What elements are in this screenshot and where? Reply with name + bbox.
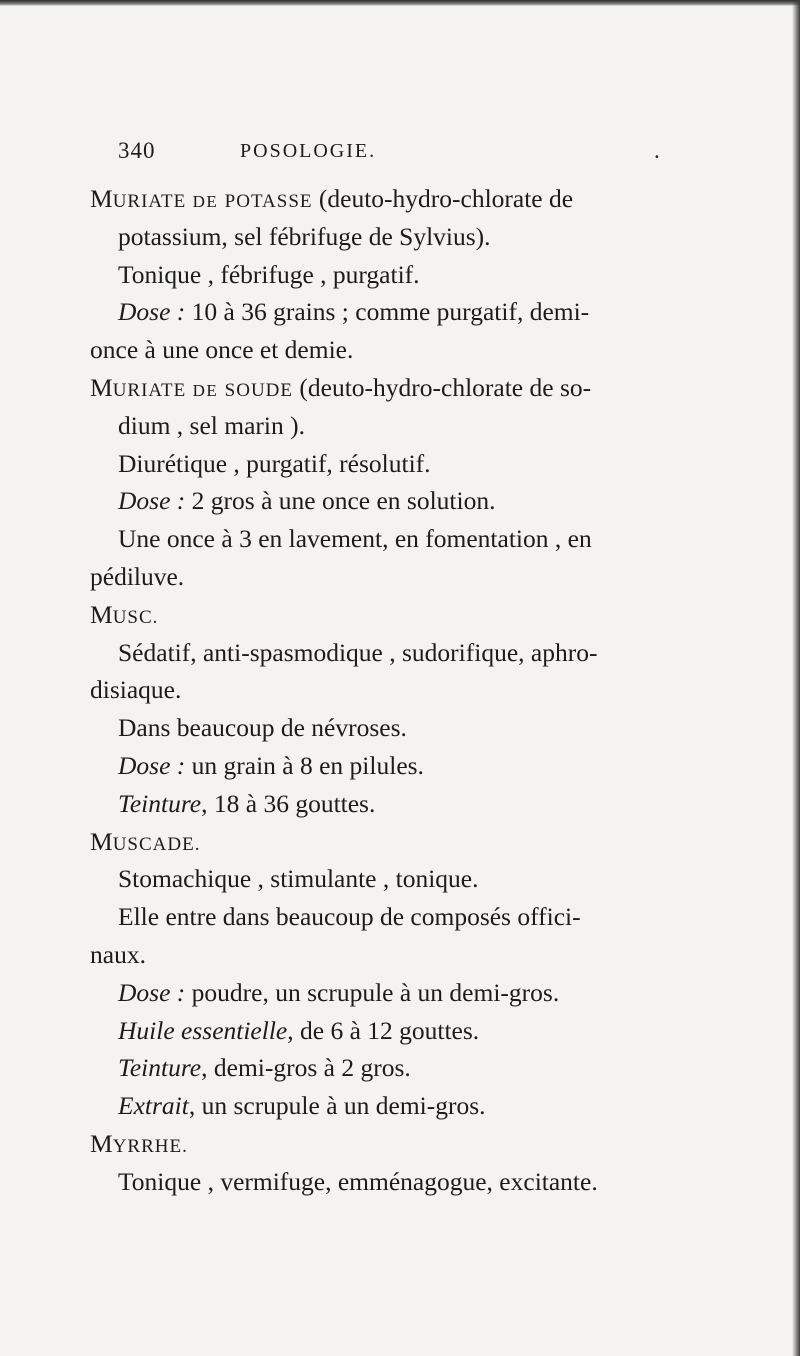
- dose-line: [118, 482, 773, 520]
- heading-word: USC.: [112, 606, 159, 628]
- text-line: disiaque.: [90, 675, 182, 705]
- page-number: 340: [118, 138, 156, 163]
- text-line: Tonique , vermifuge, emménagogue, excitante.: [118, 1166, 598, 1196]
- text-line: potassium, sel fébrifuge de Sylvius).: [118, 221, 491, 251]
- text-line: Une once à 3 en lavement, en fomentation , en: [118, 524, 592, 554]
- text-line: Tonique , fébrifuge , purgatif.: [118, 259, 420, 289]
- entry-heading-line: [90, 369, 773, 407]
- dose-line: [118, 974, 773, 1012]
- teinture-line: [118, 785, 773, 823]
- entry-myrrhe: [90, 1125, 773, 1201]
- running-title: POSOLOGIE.: [240, 140, 377, 162]
- text-line: Sédatif, anti-spasmodique , sudorifique, aphro-: [118, 637, 598, 667]
- huile-line: [118, 1012, 773, 1050]
- text-line: Dans beaucoup de névroses.: [118, 713, 407, 743]
- text-line: Stomachique , stimulante , tonique.: [118, 864, 479, 894]
- heading-word: URIATE: [112, 191, 187, 212]
- huile-label: Huile essentielle: [118, 1015, 288, 1045]
- text-line: pédiluve.: [90, 561, 185, 591]
- heading-initial: M: [90, 826, 113, 856]
- entry-muscade: [90, 823, 773, 1125]
- teinture-text: , 18 à 36 gouttes.: [201, 788, 376, 818]
- entry-heading-line: [90, 1125, 773, 1163]
- dose-label: Dose :: [118, 977, 186, 1007]
- heading-de: DE: [192, 192, 219, 211]
- teinture-label: Teinture: [118, 788, 202, 818]
- teinture-text: , demi-gros à 2 gros.: [201, 1053, 411, 1083]
- extrait-line: [118, 1087, 773, 1125]
- text-line: once à une once et demie.: [90, 335, 354, 365]
- running-head-dot: .: [654, 138, 660, 163]
- heading-word: YRRHE.: [112, 1135, 188, 1157]
- entry-heading-line: [90, 823, 773, 861]
- heading-continuation: (deuto-hydro-chlorate de so-: [299, 372, 592, 402]
- heading-initial: M: [90, 184, 113, 213]
- heading-continuation: (deuto-hydro-chlorate de: [318, 184, 574, 213]
- heading-word: URIATE: [112, 379, 187, 401]
- entry-muriate-soude: [90, 369, 773, 596]
- huile-text: , de 6 à 12 gouttes.: [287, 1015, 480, 1045]
- dose-label: Dose :: [118, 297, 186, 327]
- extrait-label: Extrait: [118, 1091, 189, 1121]
- entry-musc: [90, 596, 773, 823]
- entry-heading-line: [90, 180, 773, 218]
- text-line: Diurétique , purgatif, résolutif.: [118, 448, 431, 478]
- dose-text: un grain à 8 en pilules.: [191, 750, 424, 780]
- dose-label: Dose :: [118, 750, 186, 780]
- heading-de: DE: [192, 380, 219, 400]
- heading-initial: M: [90, 1128, 113, 1158]
- heading-initial: M: [90, 599, 113, 629]
- running-head: [118, 138, 678, 168]
- teinture-line: [118, 1049, 773, 1087]
- heading-subject: SOUDE: [224, 379, 294, 401]
- body-text: [90, 180, 773, 1201]
- entry-muriate-potasse: [90, 180, 773, 369]
- heading-subject: POTASSE: [224, 191, 313, 212]
- entry-heading-line: [90, 596, 773, 634]
- dose-text: 2 gros à une once en solution.: [191, 486, 496, 516]
- dose-text: poudre, un scrupule à un demi-gros.: [191, 977, 560, 1007]
- text-line: dium , sel marin ).: [118, 410, 305, 440]
- text-line: naux.: [90, 939, 146, 969]
- teinture-label: Teinture: [118, 1053, 202, 1083]
- extrait-text: , un scrupule à un demi-gros.: [188, 1091, 486, 1121]
- text-line: Elle entre dans beaucoup de composés offici-: [118, 902, 581, 932]
- heading-word: USCADE.: [112, 833, 201, 855]
- dose-line: [118, 747, 773, 785]
- dose-line: [118, 293, 773, 331]
- dose-text: 10 à 36 grains ; comme purgatif, demi-: [191, 297, 590, 327]
- dose-label: Dose :: [118, 486, 186, 516]
- heading-initial: M: [90, 372, 113, 402]
